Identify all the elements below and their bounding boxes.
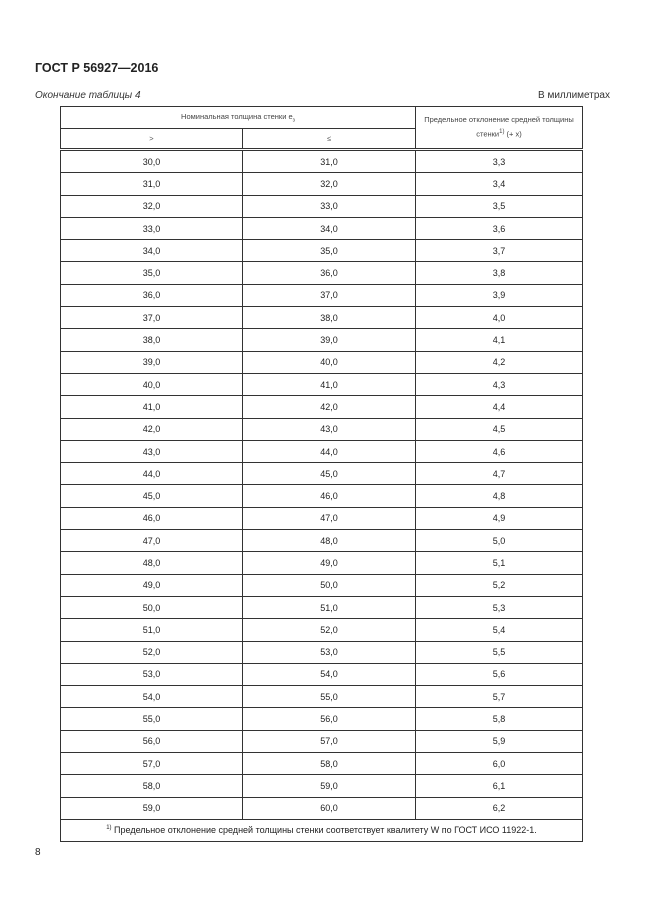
cell-deviation: 4,8 [416, 485, 583, 507]
cell-le: 32,0 [243, 173, 416, 195]
cell-gt: 42,0 [61, 418, 243, 440]
cell-le: 51,0 [243, 596, 416, 618]
cell-gt: 51,0 [61, 619, 243, 641]
cell-gt: 54,0 [61, 686, 243, 708]
cell-le: 45,0 [243, 463, 416, 485]
cell-deviation: 4,6 [416, 440, 583, 462]
cell-le: 44,0 [243, 440, 416, 462]
table-row [61, 730, 583, 752]
cell-le: 41,0 [243, 373, 416, 395]
table-header-row [61, 107, 583, 129]
cell-le: 31,0 [243, 150, 416, 173]
footnote-row [61, 819, 583, 841]
cell-deviation: 3,6 [416, 217, 583, 239]
table-row [61, 485, 583, 507]
cell-gt: 44,0 [61, 463, 243, 485]
cell-le: 60,0 [243, 797, 416, 819]
cell-gt: 43,0 [61, 440, 243, 462]
header-suffix: (+ x) [504, 129, 522, 139]
cell-deviation: 4,2 [416, 351, 583, 373]
cell-gt: 46,0 [61, 507, 243, 529]
cell-gt: 48,0 [61, 552, 243, 574]
cell-le: 36,0 [243, 262, 416, 284]
cell-deviation: 6,2 [416, 797, 583, 819]
footnote [61, 819, 583, 841]
table-row [61, 641, 583, 663]
table-row [61, 530, 583, 552]
cell-le: 47,0 [243, 507, 416, 529]
cell-le: 48,0 [243, 530, 416, 552]
table-row [61, 463, 583, 485]
table-row [61, 663, 583, 685]
cell-deviation: 4,9 [416, 507, 583, 529]
header-sub: з [292, 117, 295, 124]
header-deviation [416, 107, 583, 150]
cell-le: 58,0 [243, 753, 416, 775]
cell-le: 57,0 [243, 730, 416, 752]
cell-gt: 47,0 [61, 530, 243, 552]
table-row [61, 396, 583, 418]
cell-gt: 55,0 [61, 708, 243, 730]
table-row [61, 619, 583, 641]
header-nominal-thickness [61, 107, 416, 129]
table-row [61, 797, 583, 819]
units-note: В миллиметрах [538, 90, 610, 101]
wall-thickness-table [60, 106, 583, 842]
footnote-mark: 1) [106, 825, 112, 832]
cell-gt: 30,0 [61, 150, 243, 173]
cell-deviation: 4,7 [416, 463, 583, 485]
table-row [61, 351, 583, 373]
table-row [61, 173, 583, 195]
cell-le: 50,0 [243, 574, 416, 596]
cell-gt: 59,0 [61, 797, 243, 819]
header-le: ≤ [243, 129, 416, 150]
table-row [61, 440, 583, 462]
cell-le: 46,0 [243, 485, 416, 507]
cell-deviation: 3,4 [416, 173, 583, 195]
cell-deviation: 5,0 [416, 530, 583, 552]
table-row [61, 574, 583, 596]
cell-le: 49,0 [243, 552, 416, 574]
table-caption: Окончание таблицы 4 [35, 90, 141, 101]
table-row [61, 596, 583, 618]
header-text: Предельное отклонение средней толщины стенки [424, 115, 574, 139]
table-row [61, 418, 583, 440]
cell-deviation: 3,8 [416, 262, 583, 284]
table-row [61, 217, 583, 239]
cell-le: 35,0 [243, 240, 416, 262]
table-row [61, 195, 583, 217]
cell-deviation: 4,4 [416, 396, 583, 418]
cell-gt: 36,0 [61, 284, 243, 306]
table-row [61, 284, 583, 306]
table-row [61, 775, 583, 797]
table-row [61, 150, 583, 173]
cell-deviation: 4,3 [416, 373, 583, 395]
table-row [61, 552, 583, 574]
cell-le: 55,0 [243, 686, 416, 708]
table-row [61, 240, 583, 262]
cell-deviation: 5,1 [416, 552, 583, 574]
cell-gt: 31,0 [61, 173, 243, 195]
cell-deviation: 5,6 [416, 663, 583, 685]
cell-deviation: 3,7 [416, 240, 583, 262]
cell-gt: 57,0 [61, 753, 243, 775]
cell-le: 52,0 [243, 619, 416, 641]
cell-deviation: 4,5 [416, 418, 583, 440]
cell-deviation: 5,5 [416, 641, 583, 663]
cell-gt: 45,0 [61, 485, 243, 507]
cell-gt: 32,0 [61, 195, 243, 217]
cell-le: 54,0 [243, 663, 416, 685]
cell-le: 38,0 [243, 307, 416, 329]
header-text: Номинальная толщина стенки e [181, 111, 293, 121]
cell-gt: 37,0 [61, 307, 243, 329]
cell-gt: 50,0 [61, 596, 243, 618]
table-row [61, 307, 583, 329]
cell-deviation: 5,9 [416, 730, 583, 752]
cell-gt: 34,0 [61, 240, 243, 262]
table-row [61, 329, 583, 351]
cell-gt: 33,0 [61, 217, 243, 239]
cell-deviation: 4,1 [416, 329, 583, 351]
cell-deviation: 5,3 [416, 596, 583, 618]
cell-le: 59,0 [243, 775, 416, 797]
cell-le: 42,0 [243, 396, 416, 418]
cell-deviation: 4,0 [416, 307, 583, 329]
cell-deviation: 3,5 [416, 195, 583, 217]
cell-deviation: 5,4 [416, 619, 583, 641]
footnote-text: Предельное отклонение средней толщины стенки соответствует квалитету W по ГОСТ ИСО 11922-1. [111, 825, 537, 836]
cell-le: 39,0 [243, 329, 416, 351]
cell-gt: 39,0 [61, 351, 243, 373]
cell-deviation: 5,2 [416, 574, 583, 596]
cell-le: 53,0 [243, 641, 416, 663]
cell-gt: 53,0 [61, 663, 243, 685]
cell-le: 34,0 [243, 217, 416, 239]
table-row [61, 686, 583, 708]
document-title: ГОСТ Р 56927—2016 [35, 61, 159, 75]
page-number: 8 [35, 847, 41, 858]
cell-le: 40,0 [243, 351, 416, 373]
cell-deviation: 6,1 [416, 775, 583, 797]
cell-deviation: 3,9 [416, 284, 583, 306]
cell-gt: 41,0 [61, 396, 243, 418]
cell-gt: 58,0 [61, 775, 243, 797]
cell-gt: 52,0 [61, 641, 243, 663]
table-row [61, 708, 583, 730]
cell-le: 33,0 [243, 195, 416, 217]
header-gt: > [61, 129, 243, 150]
cell-gt: 40,0 [61, 373, 243, 395]
header-sup: 1) [499, 129, 505, 136]
cell-le: 37,0 [243, 284, 416, 306]
cell-le: 43,0 [243, 418, 416, 440]
cell-gt: 49,0 [61, 574, 243, 596]
cell-deviation: 6,0 [416, 753, 583, 775]
cell-gt: 56,0 [61, 730, 243, 752]
cell-gt: 35,0 [61, 262, 243, 284]
table-row [61, 507, 583, 529]
cell-le: 56,0 [243, 708, 416, 730]
cell-deviation: 5,7 [416, 686, 583, 708]
table-row [61, 753, 583, 775]
cell-deviation: 5,8 [416, 708, 583, 730]
table-row [61, 262, 583, 284]
table-row [61, 373, 583, 395]
cell-deviation: 3,3 [416, 150, 583, 173]
cell-gt: 38,0 [61, 329, 243, 351]
